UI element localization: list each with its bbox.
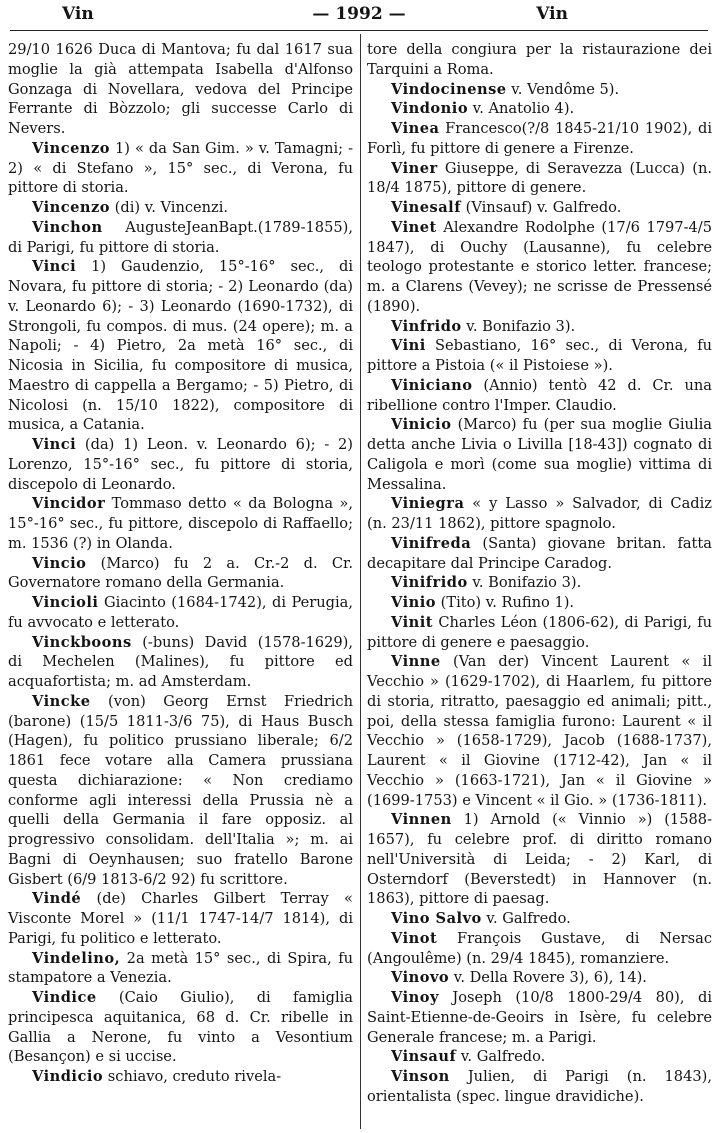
header-rule [10, 30, 708, 31]
dictionary-entry: Vino Salvo v. Galfredo. [391, 910, 571, 927]
dictionary-entry: Vinci 1) Gaudenzio, 15°-16° sec., di Novara, fu pittore di storia; - 2) Leonardo (da) v. Leonardo 6); - 3) Leonardo (1690-1732), di Strongoli, fu compos. di mus. (24 opere); m. a Napoli; - 4) Pietro, 2a metà 16° sec., di Nicosia in Sicilia, fu compositore di musica, Maestro di cappella a Bergamo; - 5) Pietro, di Nicolosi (n. 15/10 1822), compositore di musica, a Catania. [8, 258, 353, 434]
dictionary-entry: Vini Sebastiano, 16° sec., di Verona, fu pittore a Pistoia (« il Pistoiese »). [367, 337, 712, 374]
dictionary-entry: Vinci (da) 1) Leon. v. Leonardo 6); - 2) Lorenzo, 15°-16° sec., fu pittore di storia, discepolo di Leonardo. [8, 436, 353, 493]
dictionary-entry: Vinifrido v. Bonifazio 3). [391, 574, 582, 592]
dictionary-entry: Vinsauf v. Galfredo. [391, 1048, 546, 1066]
dictionary-entry: Vinifreda (Santa) giovane britan. fatta decapitare dal Principe Caradog. [367, 534, 712, 572]
column-divider [360, 34, 361, 1129]
dictionary-entry: Vinckboons (-buns) David (1578-1629), di Mechelen (Malines), fu pittore ed acquafortista; m. ad Amsterdam. [8, 633, 353, 690]
dictionary-entry: Vindicio schiavo, creduto rivela- [32, 1068, 282, 1085]
dictionary-entry: Vinio (Tito) v. Rufino 1). [391, 594, 575, 611]
dictionary-entry: Vinoy Joseph (10/8 1800-29/4 80), di Saint-Etienne-de-Geoirs in Isère, fu celebre Generale francese; m. a Parigi. [367, 989, 712, 1046]
running-head-right: Vin [536, 4, 568, 24]
dictionary-entry: Viner Giuseppe, di Seravezza (Lucca) (n. 18/4 1875), pittore di genere. [367, 159, 712, 197]
dictionary-entry: Vinson Julien, di Parigi (n. 1843), orientalista (spec. lingue dravidiche). [367, 1068, 712, 1105]
dictionary-entry: tore della congiura per la ristaurazione dei Tarquini a Roma. [367, 41, 712, 78]
dictionary-entry: Vindé (de) Charles Gilbert Terray « Visconte Morel » (11/1 1747-14/7 1814), di Parigi, fu politico e letterato. [8, 890, 353, 947]
dictionary-entry: Vinicio (Marco) fu (per sua moglie Giulia detta anche Livia o Livilla [18-43]) cognato di Caligola e morì (come sua moglie) vittima di Messalina. [367, 416, 712, 493]
dictionary-entry: Vincke (von) Georg Ernst Friedrich (barone) (15/5 1811-3/6 75), di Haus Busch (Hagen), fu politico prussiano liberale; 6/2 1861 fece votare alla Camera prussiana questa dichiarazione: « Non crediamo conforme agli interessi della Prussia nè a quelli della Germania il fare opposiz. al progressivo consolidam. dell'Italia »; m. ai Bagni di Oeynhausen; suo fratello Barone Gisbert (6/9 1813-6/2 92) fu scrittore. [8, 692, 353, 888]
running-head-left: Vin [62, 4, 94, 24]
dictionary-entry: Vincioli Giacinto (1684-1742), di Perugia, fu avvocato e letterato. [8, 594, 353, 631]
dictionary-entry: Vinchon AugusteJeanBapt.(1789-1855), di Parigi, fu pittore di storia. [8, 218, 353, 256]
right-column [367, 40, 712, 1107]
dictionary-entry: Vincenzo (di) v. Vincenzi. [32, 199, 229, 216]
dictionary-entry: Vindelino, 2a metà 15° sec., di Spira, fu stampatore a Venezia. [8, 949, 353, 987]
dictionary-entry: Vindice (Caio Giulio), di famiglia principesca aquitanica, 68 d. Cr. ribelle in Gallia a Nerone, fu vinto a Vesontium (Besançon) e si uccise. [8, 989, 353, 1066]
page-number: — 1992 — [312, 4, 406, 24]
dictionary-entry: Vindocinense v. Vendôme 5). [391, 80, 620, 98]
dictionary-entry: Vinovo v. Della Rovere 3), 6), 14). [391, 969, 647, 987]
dictionary-entry: Vincenzo 1) « da San Gim. » v. Tamagni; - 2) « di Stefano », 15° sec., di Verona, fu pittore di storia. [8, 139, 353, 197]
dictionary-entry: Vinit Charles Léon (1806-62), di Parigi, fu pittore di genere e paesaggio. [367, 613, 712, 651]
dictionary-entry: Vinnen 1) Arnold (« Vinnio ») (1588-1657), fu celebre prof. di diritto romano nell'Università di Leida; - 2) Karl, di Osterndorf (Beverstedt) in Hannover (n. 1863), pittore di paesag. [367, 811, 712, 908]
page-header [0, 0, 718, 28]
dictionary-entry: Vinne (Van der) Vincent Laurent « il Vecchio » (1629-1702), di Haarlem, fu pittore di storia, ritratto, paesaggio ed animali; pitt., poi, della stessa famiglia furono: Laurent « il Vecchio » (1658-1729), Jacob (1688-1737), Laurent « il Giovine (1712-42), Jan « il Vecchio » (1663-1721), Jan « il Giovine » (1699-1753) e Vincent « il Gio. » (1736-1811). [367, 653, 712, 809]
dictionary-entry: Vinfrido v. Bonifazio 3). [391, 317, 576, 335]
left-column [8, 40, 353, 1087]
dictionary-entry: Viniegra « y Lasso » Salvador, di Cadiz (n. 23/11 1862), pittore spagnolo. [367, 495, 712, 532]
dictionary-entry: Vindonio v. Anatolio 4). [391, 100, 575, 118]
dictionary-entry: Vincidor Tommaso detto « da Bologna », 15°-16° sec., fu pittore, discepolo di Raffaello; m. 1536 (?) in Olanda. [8, 495, 353, 552]
dictionary-entry: 29/10 1626 Duca di Mantova; fu dal 1617 sua moglie la già attempata Isabella d'Alfonso Gonzaga di Novellara, vedova del Principe Ferrante di Bòzzolo; gli successe Carlo di Nevers. [8, 41, 353, 137]
dictionary-entry: Vinea Francesco(?/8 1845-21/10 1902), di Forlì, fu pittore di genere a Firenze. [367, 120, 712, 157]
dictionary-entry: Viniciano (Annio) tentò 42 d. Cr. una ribellione contro l'Imper. Claudio. [367, 376, 712, 414]
dictionary-entry: Vinesalf (Vinsauf) v. Galfredo. [391, 199, 622, 216]
dictionary-entry: Vincio (Marco) fu 2 a. Cr.-2 d. Cr. Governatore romano della Germania. [8, 554, 353, 592]
dictionary-entry: Vinot François Gustave, di Nersac (Angoulême) (n. 29/4 1845), romanziere. [367, 929, 712, 967]
dictionary-entry: Vinet Alexandre Rodolphe (17/6 1797-4/5 1847), di Ouchy (Lausanne), fu celebre teologo protestante e storico letter. francese; m. a Clarens (Vevey); ne scrisse de Pressensé (1890). [367, 218, 712, 315]
